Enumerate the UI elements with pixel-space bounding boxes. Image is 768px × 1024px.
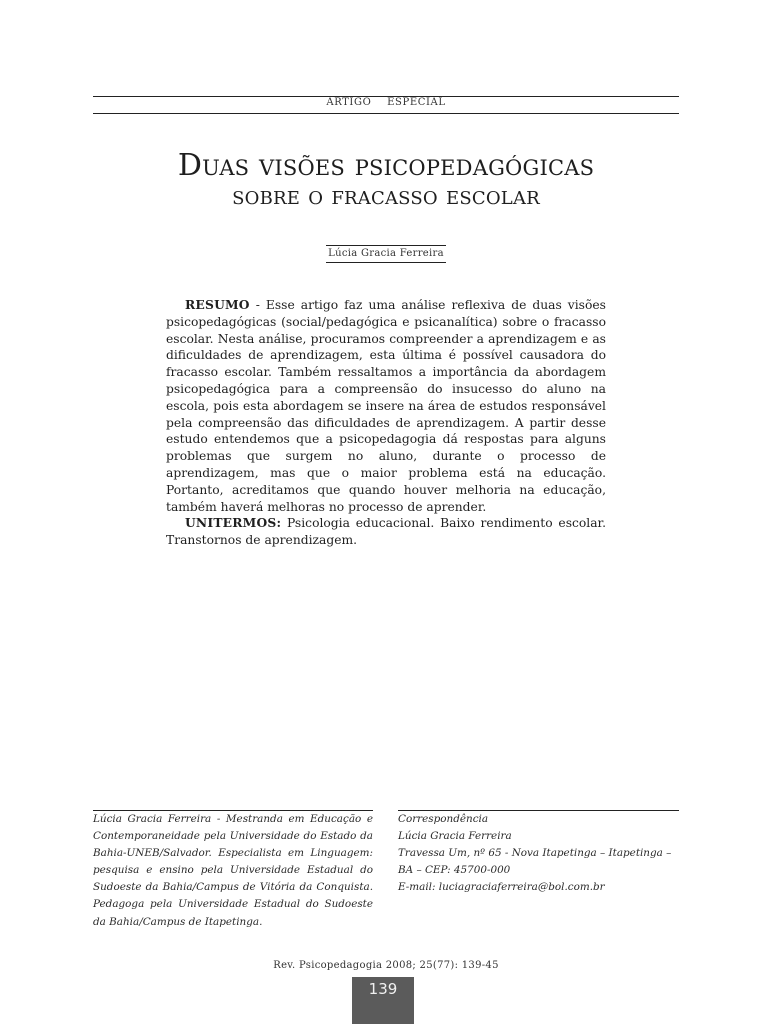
- author-byline: [93, 241, 679, 263]
- correspondence-heading: Correspondência: [398, 813, 489, 825]
- keywords: [166, 515, 606, 549]
- abstract-paragraph: [166, 297, 606, 515]
- correspondence-address-line-1: Travessa Um, nº 65 - Nova Itapetinga – Itapetinga –: [398, 847, 672, 860]
- section-label-word-2: ESPECIAL: [387, 97, 446, 108]
- article-title-line-2: sobre o fracasso escolar: [232, 181, 540, 210]
- abstract: [166, 297, 606, 515]
- journal-citation: Rev. Psicopedagogia 2008; 25(77): 139-45: [273, 960, 499, 971]
- author-affiliation-note: Lúcia Gracia Ferreira - Mestranda em Educação e Contemporaneidade pela Universidade do Estado da Bahia-UNEB/Salvador. Especialista em Linguagem: pesquisa e ensino pela Universidade Estadual do Sudoeste da Bahia/Campus de Vitória da Conquista. Pedagoga pela Universidade Estadual do Sudoeste da Bahia/Campus de Itapetinga.: [93, 813, 373, 928]
- correspondence-name: Lúcia Gracia Ferreira: [398, 830, 512, 843]
- correspondence-address-line-2: BA – CEP: 45700-000: [398, 864, 511, 877]
- abstract-text: - Esse artigo faz uma análise reflexiva de duas visões psicopedagógicas (social/pedagógica e psicanalítica) sobre o fracasso escolar. Nesta análise, procuramos compreender a aprendizagem e as dificuldades de aprendizagem, esta última é possível causadora do fracasso escolar. Também ressaltamos a importância da abordagem psicopedagógica para a compreensão do insucesso do aluno na escola, pois esta abordagem se insere na área de estudos responsável pela compreensão das dificuldades de aprendizagem. A partir desse estudo entendemos que a psicopedagogia dá respostas para alguns problemas que surgem no aluno, durante o processo de aprendizagem, mas que o maior problema está na educação. Portanto, acreditamos que quando houver melhoria na educação, também haverá melhoras no processo de aprender.: [166, 298, 606, 514]
- correspondence-block: [398, 811, 679, 896]
- article-title-line-1: Duas visões psicopedagógicas: [177, 148, 595, 183]
- section-label-word-1: ARTIGO: [326, 97, 372, 108]
- section-label: [93, 97, 679, 108]
- abstract-label: RESUMO: [185, 297, 250, 312]
- keywords-paragraph: [166, 515, 606, 549]
- keywords-text: Psicologia educacional. Baixo rendimento escolar. Transtornos de aprendizagem.: [166, 516, 606, 547]
- correspondence-email: E-mail: luciagraciaferreira@bol.com.br: [398, 881, 605, 894]
- header-bottom-rule: [93, 113, 679, 114]
- page-number: 139: [352, 977, 414, 1024]
- keywords-label: UNITERMOS:: [185, 515, 282, 530]
- author-name: Lúcia Gracia Ferreira: [326, 245, 446, 263]
